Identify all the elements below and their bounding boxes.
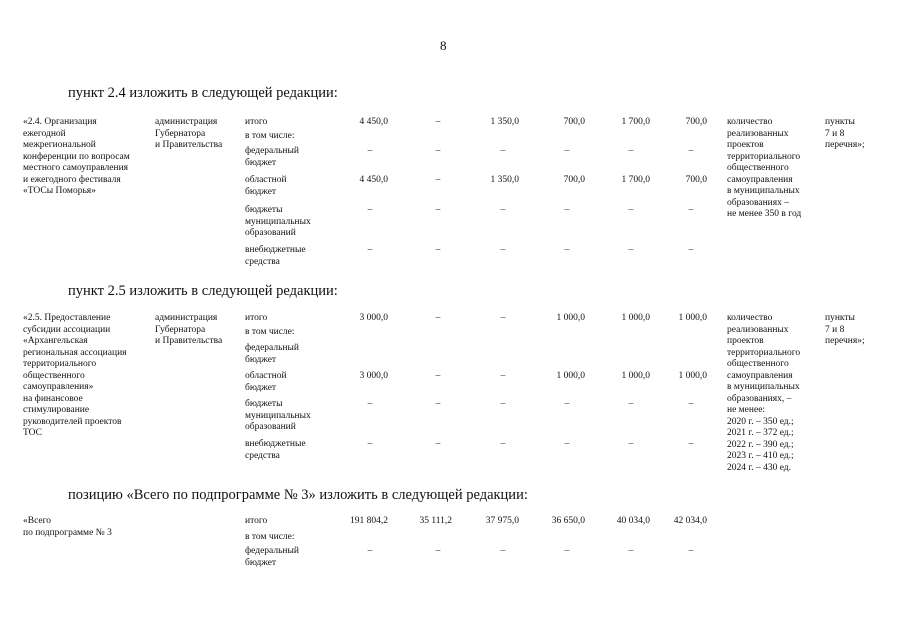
section-heading: пункт 2.4 изложить в следующей редакции: bbox=[68, 85, 338, 101]
amount-cell: – bbox=[435, 205, 441, 215]
indicator-line: образованиях, – bbox=[727, 393, 792, 404]
amount-cell: – bbox=[688, 146, 694, 156]
measure-name-line: «2.4. Организация bbox=[23, 117, 97, 127]
funding-source-label: бюджет bbox=[245, 157, 277, 168]
funding-source-label: в том числе: bbox=[245, 327, 295, 337]
amount-cell: – bbox=[628, 439, 634, 449]
amount-cell: – bbox=[688, 399, 694, 409]
amount-cell: 1 000,0 bbox=[621, 313, 650, 323]
amount-cell: – bbox=[500, 399, 506, 409]
executor-line: администрация bbox=[155, 117, 218, 127]
amount-cell: – bbox=[688, 205, 694, 215]
indicator-line: 2023 г. – 410 ед.; bbox=[727, 451, 794, 461]
amount-cell: 1 000,0 bbox=[556, 371, 585, 381]
funding-source-label: средства bbox=[245, 256, 280, 267]
executor-line: администрация bbox=[155, 313, 218, 323]
reference-line: перечня»; bbox=[825, 336, 865, 346]
amount-cell: 3 000,0 bbox=[359, 313, 388, 323]
funding-source-label: областной bbox=[245, 175, 287, 185]
funding-source-label: федеральный bbox=[245, 146, 299, 156]
amount-cell: – bbox=[564, 439, 570, 449]
indicator-line: образованиях – bbox=[727, 197, 789, 208]
amount-cell: – bbox=[435, 175, 441, 185]
funding-source-label: образований bbox=[245, 422, 296, 432]
amount-cell: 1 000,0 bbox=[621, 371, 650, 381]
amount-cell: – bbox=[435, 439, 441, 449]
amount-cell: – bbox=[500, 546, 506, 556]
indicator-line: 2020 г. – 350 ед.; bbox=[727, 416, 794, 427]
amount-cell: – bbox=[435, 245, 441, 255]
amount-cell: – bbox=[500, 205, 506, 215]
indicator-line: 2024 г. – 430 ед. bbox=[727, 462, 791, 473]
amount-cell: – bbox=[688, 439, 694, 449]
funding-source-label: бюджет bbox=[245, 354, 277, 365]
indicator-line: самоуправления bbox=[727, 370, 793, 381]
amount-cell: 700,0 bbox=[563, 175, 585, 185]
measure-name-line: на финансовое bbox=[23, 393, 83, 404]
executor-line: Губернатора bbox=[155, 324, 206, 335]
executor-line: Губернатора bbox=[155, 128, 206, 139]
indicator-line: количество bbox=[727, 117, 773, 127]
indicator-line: реализованных bbox=[727, 324, 789, 335]
amount-cell: 1 000,0 bbox=[556, 313, 585, 323]
amount-cell: 700,0 bbox=[685, 175, 707, 185]
funding-source-label: бюджеты bbox=[245, 399, 283, 409]
funding-source-label: итого bbox=[245, 117, 268, 127]
funding-source-label: бюджеты bbox=[245, 205, 283, 215]
funding-source-label: бюджет bbox=[245, 382, 277, 393]
indicator-line: территориального bbox=[727, 151, 801, 162]
amount-cell: – bbox=[367, 146, 373, 156]
measure-name-line: «Архангельская bbox=[23, 336, 88, 346]
reference-line: пункты bbox=[825, 117, 855, 127]
measure-name-line: по подпрограмме № 3 bbox=[23, 527, 112, 538]
funding-source-label: областной bbox=[245, 371, 287, 381]
indicator-line: количество bbox=[727, 313, 773, 323]
amount-cell: 3 000,0 bbox=[359, 371, 388, 381]
amount-cell: – bbox=[564, 245, 570, 255]
reference-line: 7 и 8 bbox=[825, 128, 845, 139]
executor-line: и Правительства bbox=[155, 140, 223, 150]
amount-cell: – bbox=[628, 546, 634, 556]
funding-source-label: образований bbox=[245, 228, 296, 238]
amount-cell: – bbox=[435, 371, 441, 381]
amount-cell: – bbox=[435, 117, 441, 127]
funding-source-label: итого bbox=[245, 516, 268, 526]
amount-cell: – bbox=[500, 245, 506, 255]
reference-line: перечня»; bbox=[825, 140, 865, 150]
funding-source-label: в том числе: bbox=[245, 131, 295, 141]
amount-cell: – bbox=[628, 245, 634, 255]
indicator-line: 2022 г. – 390 ед.; bbox=[727, 439, 794, 450]
amount-cell: – bbox=[628, 146, 634, 156]
amount-cell: – bbox=[367, 439, 373, 449]
measure-name-line: стимулирование bbox=[23, 405, 90, 415]
amount-cell: – bbox=[564, 205, 570, 215]
amount-cell: – bbox=[435, 146, 441, 156]
measure-name-line: ежегодной bbox=[23, 128, 66, 139]
amount-cell: – bbox=[500, 146, 506, 156]
indicator-line: проектов bbox=[727, 336, 764, 346]
funding-source-label: внебюджетные bbox=[245, 439, 306, 449]
amount-cell: – bbox=[500, 313, 506, 323]
section-heading: пункт 2.5 изложить в следующей редакции: bbox=[68, 283, 338, 299]
page-number: 8 bbox=[440, 38, 447, 53]
indicator-line: 2021 г. – 372 ед.; bbox=[727, 428, 794, 438]
measure-name-line: «Всего bbox=[23, 516, 52, 526]
amount-cell: – bbox=[367, 205, 373, 215]
amount-cell: 1 700,0 bbox=[621, 117, 650, 127]
measure-name-line: общественного bbox=[23, 370, 85, 381]
measure-name-line: субсидии ассоциации bbox=[23, 324, 111, 335]
reference-line: 7 и 8 bbox=[825, 324, 845, 335]
indicator-line: в муниципальных bbox=[727, 382, 800, 392]
funding-source-label: муниципальных bbox=[245, 216, 311, 227]
amount-cell: 4 450,0 bbox=[359, 117, 388, 127]
amount-cell: – bbox=[367, 546, 373, 556]
amount-cell: – bbox=[564, 146, 570, 156]
measure-name-line: ТОС bbox=[23, 428, 42, 438]
measure-name-line: «2.5. Предоставление bbox=[23, 313, 111, 323]
amount-cell: 191 804,2 bbox=[350, 516, 388, 526]
amount-cell: 1 700,0 bbox=[621, 175, 650, 185]
funding-source-label: внебюджетные bbox=[245, 245, 306, 255]
measure-name-line: и ежегодного фестиваля bbox=[23, 174, 121, 185]
amount-cell: 42 034,0 bbox=[673, 516, 707, 526]
amount-cell: 35 111,2 bbox=[419, 516, 452, 526]
measure-name-line: конференции по вопросам bbox=[23, 151, 130, 162]
amount-cell: – bbox=[367, 399, 373, 409]
amount-cell: – bbox=[688, 546, 694, 556]
funding-source-label: средства bbox=[245, 450, 280, 461]
amount-cell: 1 350,0 bbox=[490, 175, 519, 185]
indicator-line: проектов bbox=[727, 140, 764, 150]
indicator-line: общественного bbox=[727, 359, 789, 369]
amount-cell: 4 450,0 bbox=[359, 175, 388, 185]
amount-cell: 700,0 bbox=[563, 117, 585, 127]
funding-source-label: бюджет bbox=[245, 557, 277, 568]
funding-source-label: бюджет bbox=[245, 186, 277, 197]
funding-source-label: федеральный bbox=[245, 343, 299, 353]
executor-line: и Правительства bbox=[155, 336, 223, 346]
funding-source-label: муниципальных bbox=[245, 410, 311, 421]
measure-name-line: местного самоуправления bbox=[23, 163, 129, 173]
indicator-line: территориального bbox=[727, 347, 801, 358]
amount-cell: – bbox=[435, 399, 441, 409]
amount-cell: – bbox=[628, 205, 634, 215]
amount-cell: – bbox=[500, 439, 506, 449]
amount-cell: – bbox=[564, 546, 570, 556]
funding-source-label: итого bbox=[245, 313, 268, 323]
amount-cell: 36 650,0 bbox=[551, 516, 585, 526]
amount-cell: 40 034,0 bbox=[616, 516, 650, 526]
measure-name-line: территориального bbox=[23, 359, 97, 369]
measure-name-line: межрегиональной bbox=[23, 140, 96, 150]
measure-name-line: «ТОСы Поморья» bbox=[23, 186, 96, 196]
funding-source-label: федеральный bbox=[245, 546, 299, 556]
indicator-line: не менее 350 в год bbox=[727, 209, 802, 219]
reference-line: пункты bbox=[825, 313, 855, 323]
amount-cell: 1 350,0 bbox=[490, 117, 519, 127]
indicator-line: в муниципальных bbox=[727, 186, 800, 196]
amount-cell: – bbox=[435, 313, 441, 323]
measure-name-line: региональная ассоциация bbox=[23, 347, 127, 358]
indicator-line: общественного bbox=[727, 163, 789, 173]
amount-cell: – bbox=[367, 245, 373, 255]
indicator-line: реализованных bbox=[727, 128, 789, 139]
funding-source-label: в том числе: bbox=[245, 532, 295, 542]
measure-name-line: руководителей проектов bbox=[23, 416, 122, 427]
amount-cell: 1 000,0 bbox=[678, 371, 707, 381]
amount-cell: – bbox=[435, 546, 441, 556]
amount-cell: 700,0 bbox=[685, 117, 707, 127]
amount-cell: – bbox=[688, 245, 694, 255]
amount-cell: 1 000,0 bbox=[678, 313, 707, 323]
measure-name-line: самоуправления» bbox=[23, 382, 94, 392]
indicator-line: не менее: bbox=[727, 405, 766, 415]
indicator-line: самоуправления bbox=[727, 174, 793, 185]
amount-cell: – bbox=[500, 371, 506, 381]
amount-cell: – bbox=[628, 399, 634, 409]
amount-cell: – bbox=[564, 399, 570, 409]
section-heading: позицию «Всего по подпрограмме № 3» изложить в следующей редакции: bbox=[68, 487, 528, 503]
amount-cell: 37 975,0 bbox=[485, 516, 519, 526]
